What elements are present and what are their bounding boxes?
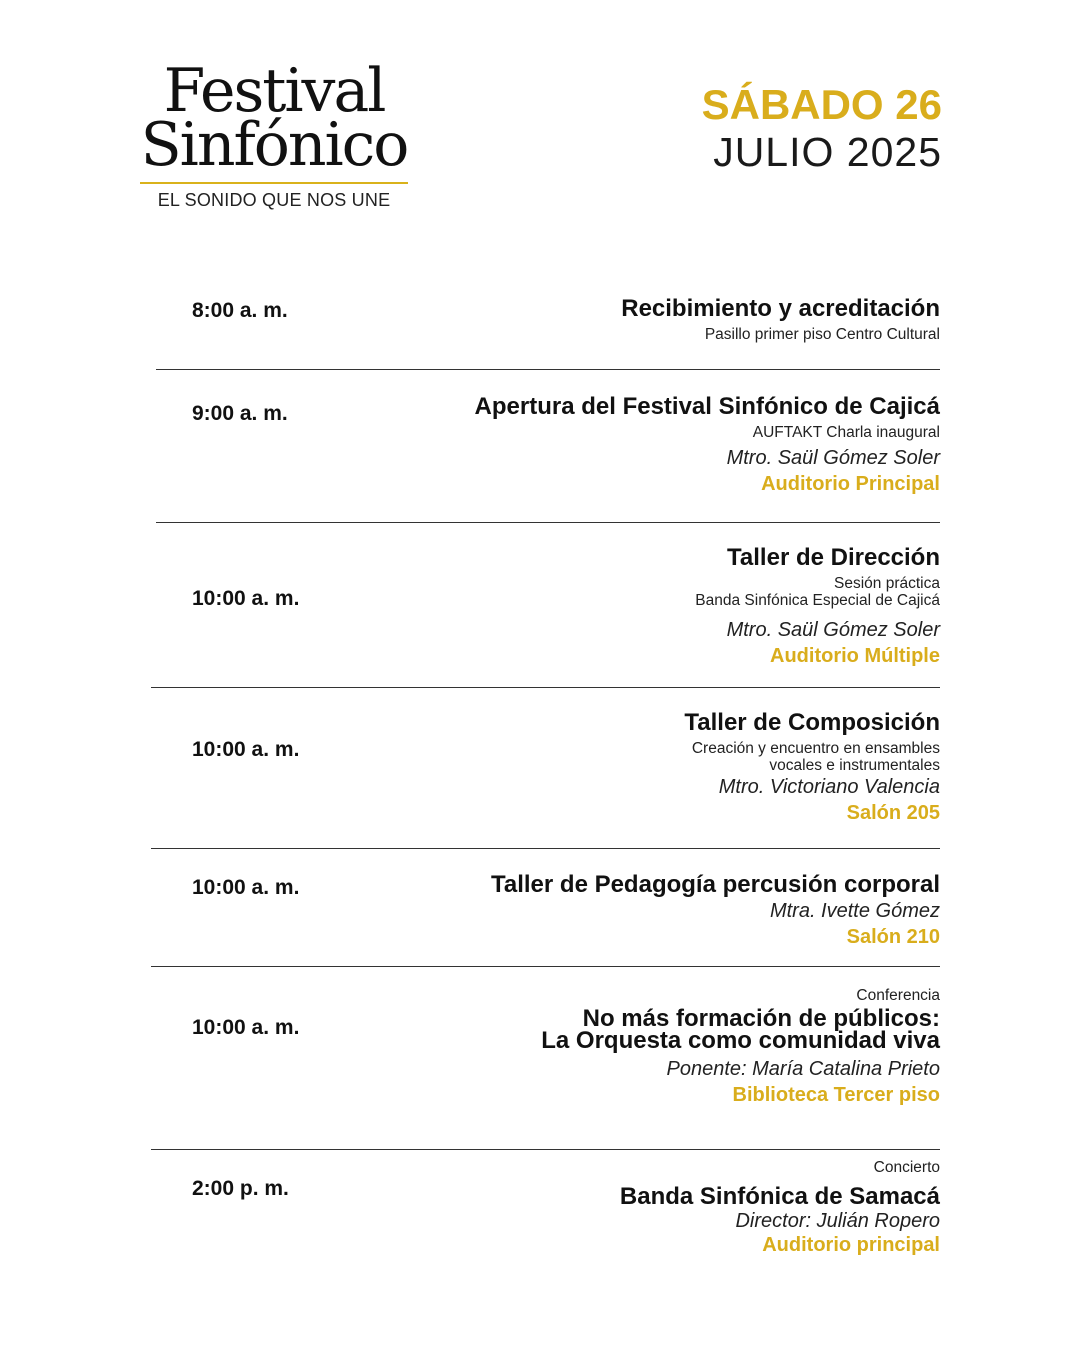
- divider: [151, 687, 940, 688]
- schedule-venue: Biblioteca Tercer piso: [732, 1084, 940, 1106]
- schedule-info: [620, 1159, 940, 1258]
- divider: [151, 966, 940, 967]
- schedule-venue: Salón 205: [846, 802, 940, 824]
- schedule-person: Director: Julián Ropero: [735, 1210, 940, 1232]
- schedule-title: Recibimiento y acreditación: [621, 295, 940, 322]
- schedule-title: Taller de Composición: [684, 709, 940, 736]
- event-date: [702, 82, 942, 176]
- schedule-time: 10:00 a. m.: [192, 738, 300, 761]
- schedule-time: 10:00 a. m.: [192, 1016, 300, 1039]
- schedule-detail: Creación y encuentro en ensambles: [691, 740, 940, 757]
- schedule-venue: Salón 210: [846, 926, 940, 948]
- schedule-time: 10:00 a. m.: [192, 587, 300, 610]
- schedule-detail: vocales e instrumentales: [769, 757, 940, 774]
- schedule-title: Taller de Dirección: [727, 544, 940, 571]
- schedule-detail: AUFTAKT Charla inaugural: [752, 424, 940, 441]
- schedule-person: Mtro. Saül Gómez Soler: [726, 447, 940, 469]
- schedule-info: [541, 987, 940, 1108]
- date-day: SÁBADO 26: [701, 81, 942, 128]
- schedule-title: Taller de Pedagogía percusión corporal: [490, 871, 940, 898]
- schedule-person: Mtra. Ivette Gómez: [769, 900, 940, 922]
- logo-line-1: Festival: [163, 56, 385, 126]
- logo-tagline: EL SONIDO QUE NOS UNE: [157, 190, 391, 210]
- logo-divider: [140, 182, 408, 184]
- schedule-detail: Sesión práctica: [834, 575, 940, 592]
- schedule-title: Apertura del Festival Sinfónico de Cajicá: [474, 393, 940, 420]
- schedule-title: Banda Sinfónica de Samacá: [619, 1183, 940, 1210]
- schedule-category: Concierto: [873, 1159, 940, 1176]
- schedule-person: Mtro. Victoriano Valencia: [718, 776, 940, 798]
- divider: [156, 522, 940, 523]
- divider: [151, 848, 940, 849]
- divider: [156, 369, 940, 370]
- schedule-venue: Auditorio principal: [762, 1234, 940, 1256]
- date-month-year: JULIO 2025: [713, 129, 942, 175]
- schedule-info: [695, 545, 940, 669]
- schedule-info: [621, 296, 940, 343]
- schedule-time: 2:00 p. m.: [192, 1177, 289, 1200]
- schedule-detail: Banda Sinfónica Especial de Cajicá: [695, 592, 940, 609]
- festival-logo: [140, 56, 408, 211]
- schedule-venue: Auditorio Múltiple: [770, 645, 940, 667]
- schedule-info: [491, 872, 940, 950]
- schedule-title-line-2: La Orquesta como comunidad viva: [541, 1027, 940, 1054]
- schedule-time: 10:00 a. m.: [192, 876, 300, 899]
- schedule-time: 9:00 a. m.: [192, 402, 288, 425]
- schedule-venue: Auditorio Principal: [761, 473, 940, 495]
- schedule-time: 8:00 a. m.: [192, 299, 288, 322]
- schedule-title-line-1: No más formación de públicos:: [582, 1005, 940, 1032]
- schedule-person: Mtro. Saül Gómez Soler: [726, 619, 940, 641]
- schedule-detail: Pasillo primer piso Centro Cultural: [704, 326, 940, 343]
- schedule-person: Ponente: María Catalina Prieto: [666, 1058, 940, 1080]
- schedule-info: [475, 394, 940, 497]
- schedule-info: [684, 710, 940, 826]
- logo-line-2: Sinfónico: [140, 110, 408, 180]
- divider: [151, 1149, 940, 1150]
- schedule-category: Conferencia: [856, 987, 940, 1004]
